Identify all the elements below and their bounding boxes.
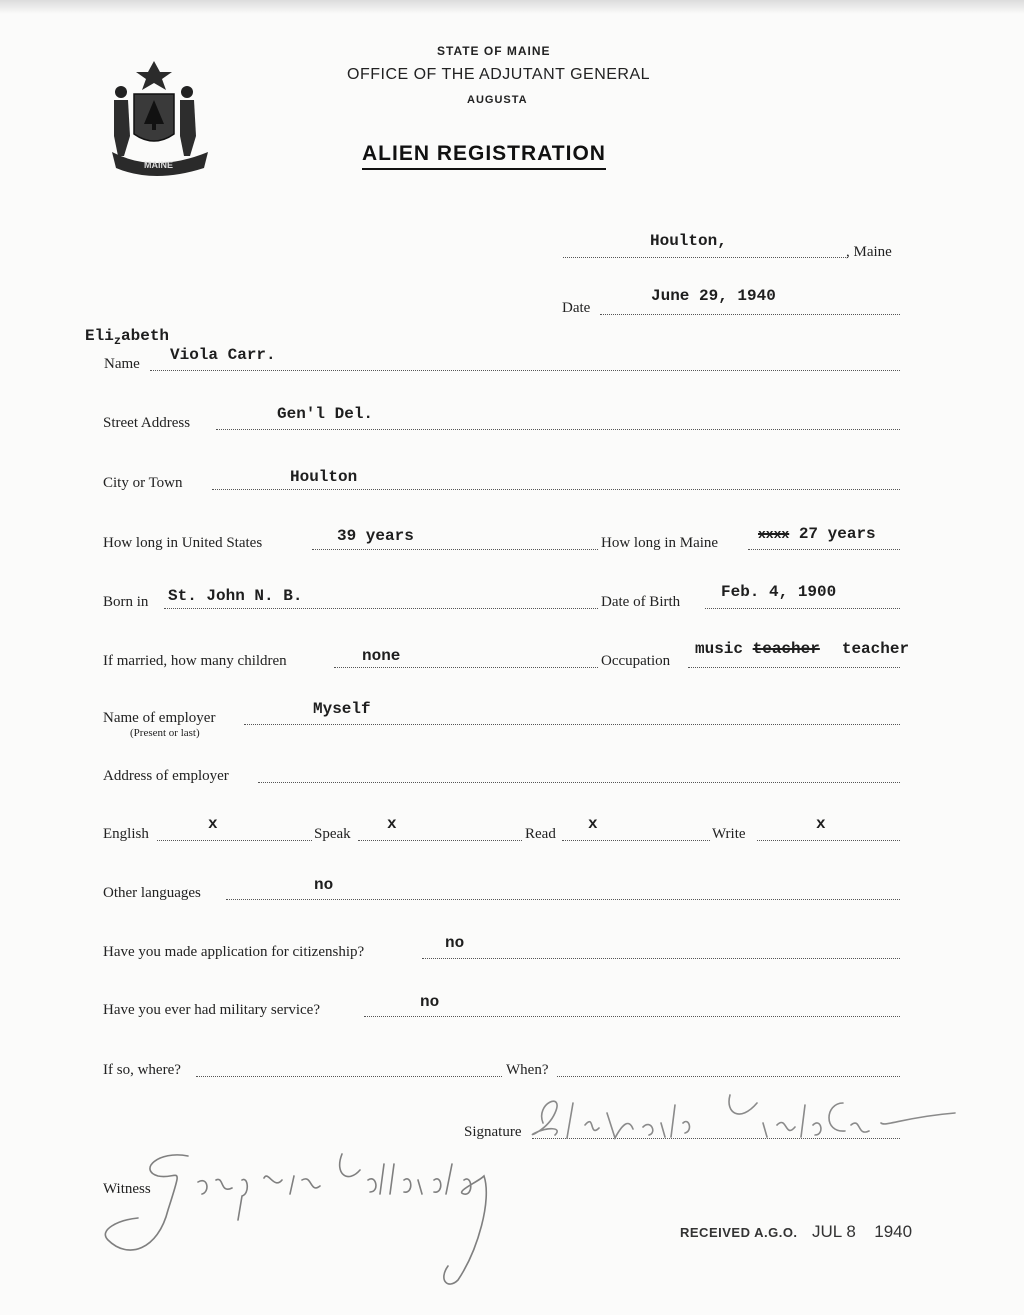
- witness-handwriting: [98, 1140, 568, 1290]
- citizenship-value: no: [445, 934, 465, 952]
- signature-label: Signature: [464, 1124, 522, 1140]
- form-title: ALIEN REGISTRATION: [362, 142, 606, 170]
- speak-value: x: [387, 815, 397, 833]
- stamp-prefix: RECEIVED A.G.O.: [680, 1225, 798, 1240]
- stamp-year: 1940: [874, 1222, 913, 1241]
- date-value: June 29, 1940: [651, 287, 776, 305]
- city-town-value: Houlton: [290, 468, 358, 486]
- other-languages-value: no: [314, 876, 334, 894]
- english-value: x: [208, 815, 218, 833]
- header-state: STATE OF MAINE: [437, 44, 551, 58]
- witness-label: Witness: [103, 1181, 151, 1197]
- occupation-value: [695, 640, 909, 658]
- state-seal: [104, 56, 216, 178]
- military-label: Have you ever had military service?: [103, 1002, 320, 1018]
- born-in-label: Born in: [103, 594, 149, 610]
- military-value: no: [420, 993, 440, 1011]
- how-long-maine-label: How long in Maine: [601, 535, 719, 551]
- children-value: none: [362, 647, 401, 665]
- seal-icon: [104, 56, 216, 178]
- write-label: Write: [712, 826, 746, 842]
- occupation-label: Occupation: [601, 653, 671, 669]
- read-value: x: [588, 815, 598, 833]
- name-label: Name: [104, 356, 140, 372]
- speak-label: Speak: [314, 826, 351, 842]
- header-city: AUGUSTA: [467, 94, 528, 106]
- name-value-line1: [85, 327, 169, 348]
- location-town-value: Houlton,: [650, 232, 727, 250]
- name-first-b: abeth: [121, 327, 170, 345]
- dob-label: Date of Birth: [601, 594, 681, 610]
- name-first-a: Eli: [85, 327, 114, 345]
- employer-value: Myself: [313, 700, 371, 718]
- employer-sublabel: (Present or last): [130, 727, 200, 739]
- children-label: If married, how many children: [103, 653, 287, 669]
- received-stamp: [680, 1222, 912, 1242]
- location-state-label: , Maine: [846, 244, 892, 260]
- occupation-teacher: teacher: [841, 640, 910, 658]
- date-label: Date: [562, 300, 591, 316]
- employer-address-label: Address of employer: [103, 768, 229, 784]
- citizenship-label: Have you made application for citizenship?: [103, 944, 365, 960]
- witness-text: Joseph M. Gillespie: [298, 1288, 306, 1289]
- occupation-struck: teacher: [752, 640, 820, 658]
- dob-value: Feb. 4, 1900: [721, 583, 837, 601]
- how-long-maine-years: 27 years: [798, 525, 876, 543]
- other-languages-label: Other languages: [103, 885, 201, 901]
- stamp-date: JUL 8: [812, 1222, 856, 1241]
- how-long-maine-value: [758, 525, 876, 543]
- write-value: x: [816, 815, 826, 833]
- read-label: Read: [525, 826, 556, 842]
- how-long-us-label: How long in United States: [103, 535, 263, 551]
- city-town-label: City or Town: [103, 475, 183, 491]
- occupation-music: music: [695, 640, 744, 658]
- english-label: English: [103, 826, 149, 842]
- header-office: OFFICE OF THE ADJUTANT GENERAL: [347, 66, 651, 83]
- seal-text: MAINE: [144, 160, 173, 170]
- how-long-us-value: 39 years: [337, 527, 414, 545]
- when-label: When?: [506, 1062, 549, 1078]
- if-so-where-label: If so, where?: [103, 1062, 181, 1078]
- name-first-sub: z: [113, 334, 122, 349]
- signature-text: Elizabeth Viola Carr: [725, 1161, 734, 1162]
- street-label: Street Address: [103, 415, 191, 431]
- born-in-value: St. John N. B.: [168, 587, 303, 605]
- signature-handwriting: [525, 1083, 965, 1163]
- how-long-maine-struck: xxxx: [758, 527, 790, 542]
- employer-label: Name of employer: [103, 710, 216, 726]
- name-value-line2: Viola Carr.: [170, 346, 276, 364]
- street-value: Gen'l Del.: [277, 405, 374, 423]
